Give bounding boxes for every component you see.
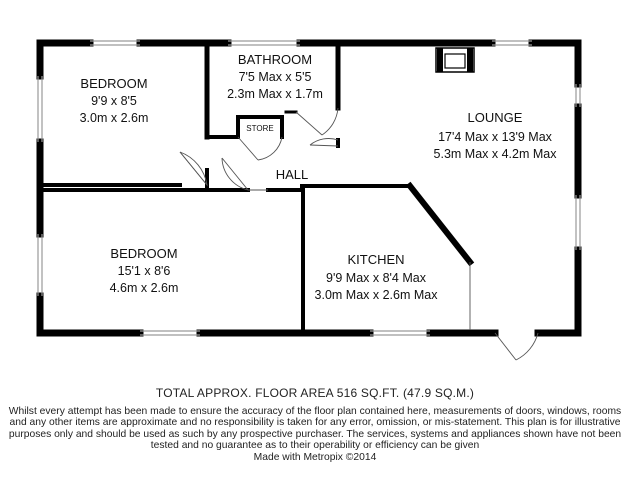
lounge-name: LOUNGE xyxy=(467,110,523,125)
bathroom-dim-imperial: 7'5 Max x 5'5 xyxy=(238,70,312,84)
bedroom-1-name: BEDROOM xyxy=(80,76,148,91)
doors xyxy=(180,108,538,360)
lounge-dim-imperial: 17'4 Max x 13'9 Max xyxy=(438,130,552,144)
lounge-dim-metric: 5.3m Max x 4.2m Max xyxy=(433,147,557,161)
hall-name: HALL xyxy=(275,167,309,182)
kitchen-dim-imperial: 9'9 Max x 8'4 Max xyxy=(326,271,426,285)
kitchen-name: KITCHEN xyxy=(347,252,405,267)
fireplace-icon xyxy=(436,48,474,72)
disclaimer-text: Whilst every attempt has been made to ensure the accuracy of the floor plan contained here, measurements of doors, windows, rooms and any other items are approximate and no responsibility is taken for any error, omission, or mis-statement. This plan is for illustrative purposes only and should be used as such by any prospective purchaser. The services, systems and appliances shown have not been tested and no guarantee as to their operability or efficiency can be given xyxy=(8,406,622,452)
bedroom-1-dim-metric: 3.0m x 2.6m xyxy=(79,111,149,125)
bedroom-1-dim-imperial: 9'9 x 8'5 xyxy=(91,94,137,108)
bedroom-2-name: BEDROOM xyxy=(110,246,178,261)
bathroom-dim-metric: 2.3m Max x 1.7m xyxy=(227,87,323,101)
bedroom-2-dim-metric: 4.6m x 2.6m xyxy=(109,281,179,295)
bedroom-2-dim-imperial: 15'1 x 8'6 xyxy=(117,264,171,278)
credit-text: Made with Metropix ©2014 xyxy=(253,451,377,463)
kitchen-dim-metric: 3.0m Max x 2.6m Max xyxy=(314,288,438,302)
total-floor-area: TOTAL APPROX. FLOOR AREA 516 SQ.FT. (47.9 SQ.M.) xyxy=(155,386,475,400)
store-name: STORE xyxy=(246,124,274,133)
plan-footer xyxy=(0,386,630,464)
bathroom-name: BATHROOM xyxy=(237,52,313,67)
